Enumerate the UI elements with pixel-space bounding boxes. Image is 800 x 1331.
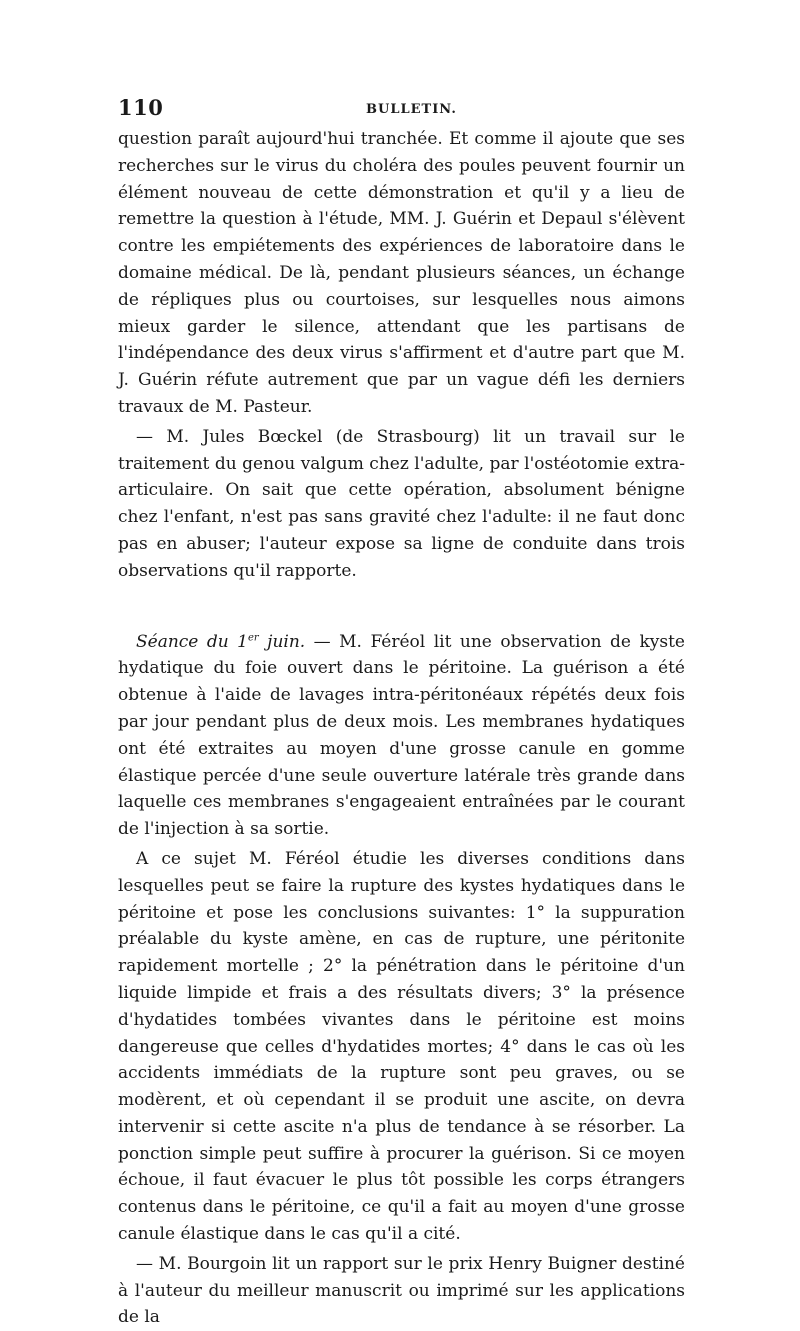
paragraph-boeckel: — M. Jules Bœckel (de Strasbourg) lit un travail sur le traitement du genou valgum chez l'adulte, par l'ostéotomie extra-articulaire. On sait que cette opération, absolument bénigne chez l'enfant, n'est pas sans gravité chez l'adulte: il ne faut donc pas en abuser; l'auteur expose sa ligne de conduite dans trois observations qu'il rapporte. [118, 426, 685, 581]
page-header [118, 95, 685, 123]
page-number: 110 [118, 95, 164, 120]
paragraph-continuation: question paraît aujourd'hui tranchée. Et comme il ajoute que ses recherches sur le virus du choléra des poules peuvent fournir un élément nouveau de cette démonstration et qu'il y a lieu de remettre la question à l'étude, MM. J. Guérin et Depaul s'élèvent contre les empiétements des expériences de laboratoire dans le domaine médical. De là, pendant plusieurs séances, un échange de répliques plus ou courtoises, sur lesquelles nous aimons mieux garder le silence, attendant que les partisans de l'indépendance des deux virus s'affirment et d'autre part que M. J. Guérin réfute autrement que par un vague défi les derniers travaux de M. Pasteur. [118, 129, 685, 417]
paragraph-bourgoin: — M. Bourgoin lit un rapport sur le prix Henry Buigner destiné à l'auteur du meilleur manuscrit ou imprimé sur les applications de la [118, 1253, 685, 1328]
running-head: BULLETIN. [366, 102, 457, 117]
document-page [118, 0, 685, 1328]
body-text [118, 126, 685, 1331]
session-text: — M. Féréol lit une observation de kyste hydatique du foie ouvert dans le péritoine. La guérison a été obtenue à l'aide de lavages intra-péritonéaux répétés deux fois par jour pendant plus de deux mois. Les membranes hydatiques ont été extraites au moyen d'une grosse canule en gomme élastique percée d'une seule ouverture latérale très grande dans laquelle ces membranes s'engageaient entraînées par le courant de l'injection à sa sortie. [118, 631, 685, 840]
paragraph-session-june-1 [118, 629, 685, 843]
session-date: Séance du 1er juin. [136, 631, 306, 652]
paragraph-conclusions: A ce sujet M. Féréol étudie les diverses conditions dans lesquelles peut se faire la rupture des kystes hydatiques dans le péritoine et pose les conclusions suivantes: 1° la suppuration préalable du kyste amène, en cas de rupture, une péritonite rapidement mortelle ; 2° la pénétration dans le péritoine d'un liquide limpide et frais a des résultats divers; 3° la présence d'hydatides tombées vivantes dans le péritoine est moins dangereuse que celles d'hydatides mortes; 4° dans le cas où les accidents immédiats de la rupture sont peu graves, ou se modèrent, et où cependant il se produit une ascite, on devra intervenir si cette ascite n'a plus de tendance à se résorber. La ponction simple peut suffire à procurer la guérison. Si ce moyen échoue, il faut évacuer le plus tôt possible les corps étrangers contenus dans le péritoine, ce qu'il a fait au moyen d'une grosse canule élastique dans le cas qu'il a cité. [118, 848, 685, 1245]
